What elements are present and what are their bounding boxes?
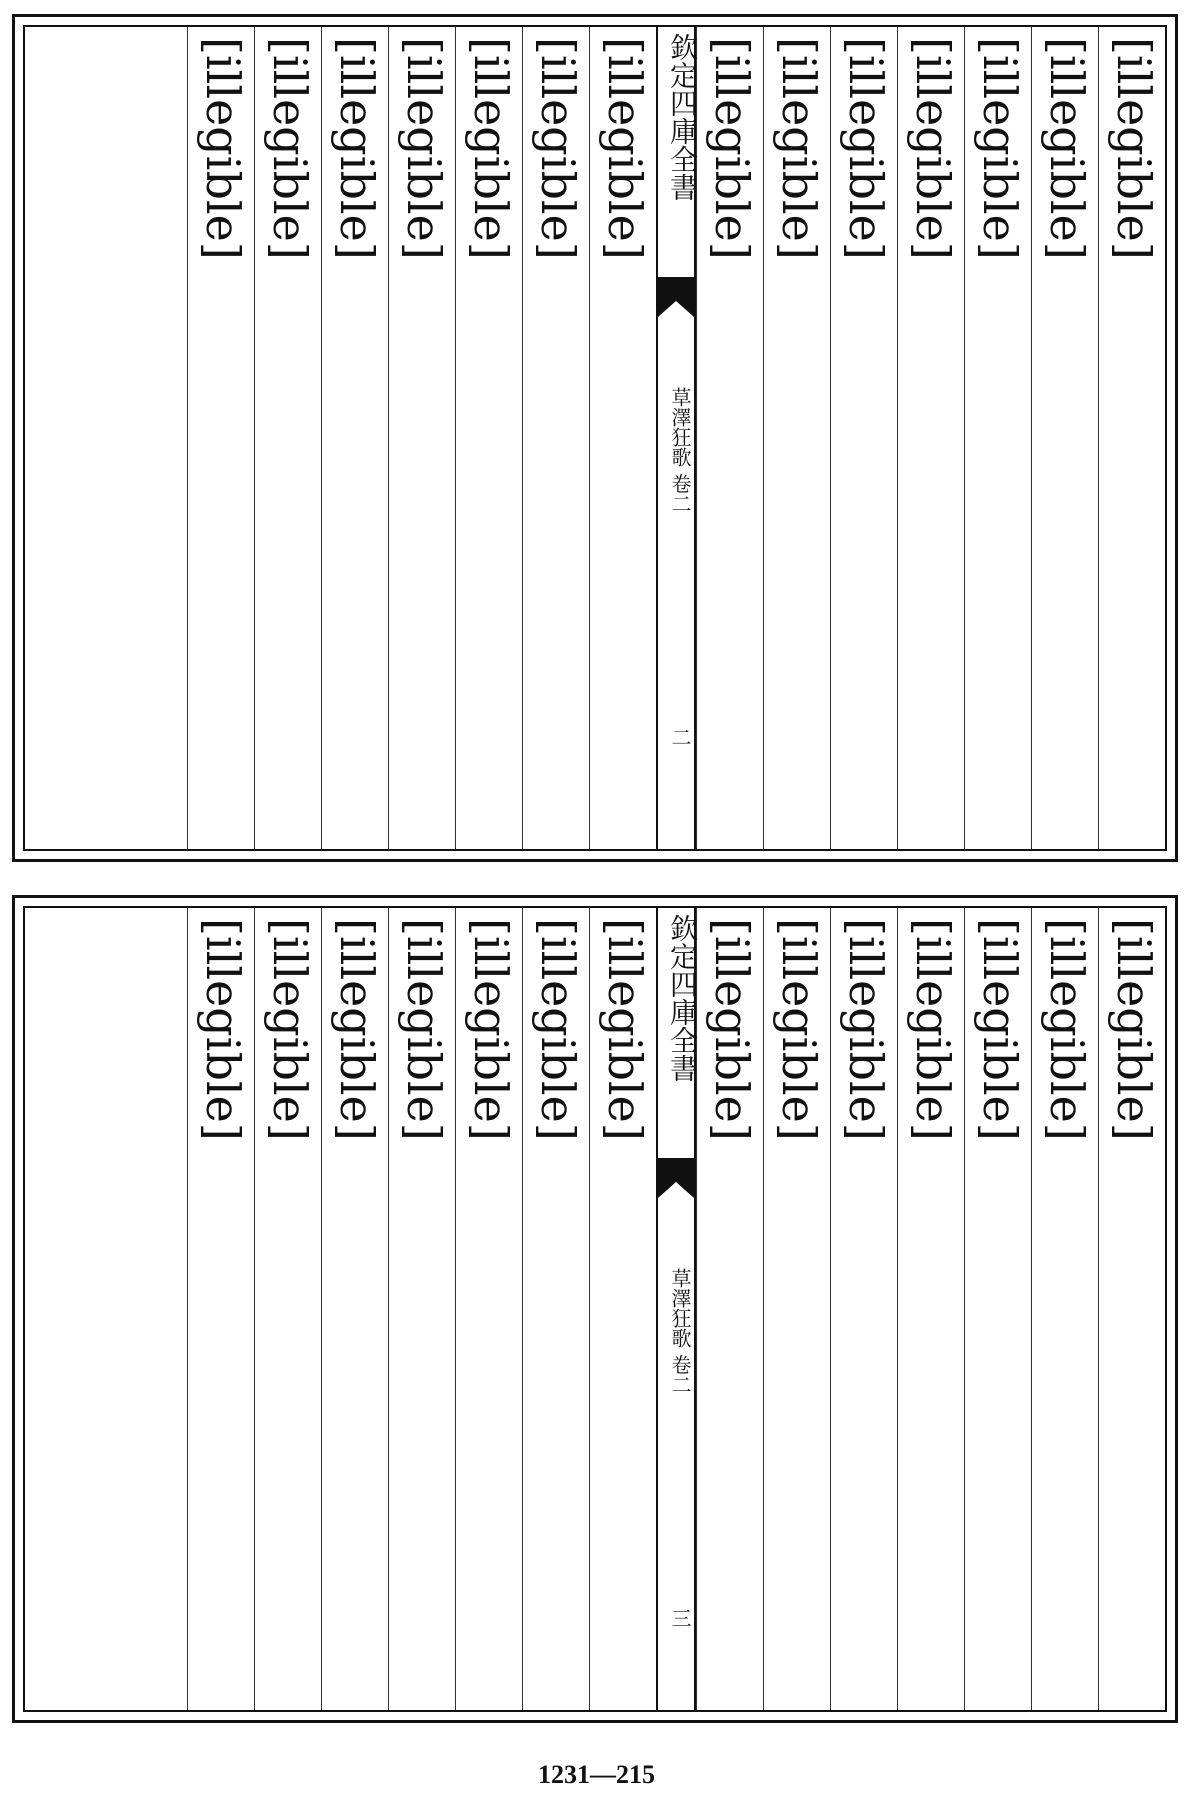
text-column: [illegible] xyxy=(187,908,254,1710)
text-column: [illegible] xyxy=(763,908,830,1710)
scan-page-number: 1231—215 xyxy=(538,1760,655,1789)
text-column: [illegible] xyxy=(1098,27,1165,849)
text-column: [illegible] xyxy=(763,27,830,849)
text-column: [illegible] xyxy=(321,908,388,1710)
text-column: [illegible] xyxy=(830,27,897,849)
text-column: [illegible] xyxy=(388,27,455,849)
text-column: [illegible] xyxy=(830,908,897,1710)
text-column: [illegible] xyxy=(964,27,1031,849)
text-column: [illegible] xyxy=(897,27,964,849)
bottom-page-frame xyxy=(23,906,1167,1712)
text-column: [illegible] xyxy=(254,27,321,849)
text-column: [illegible] xyxy=(388,908,455,1710)
text-column: [illegible] xyxy=(187,27,254,849)
bottom-page-panel xyxy=(12,895,1178,1723)
top-page-panel xyxy=(12,14,1178,862)
sheet-title: 欽定四庫全書 xyxy=(666,33,699,201)
text-column: [illegible] xyxy=(696,908,763,1710)
text-column: [illegible] xyxy=(589,27,656,849)
text-column: [illegible] xyxy=(897,908,964,1710)
text-column: [illegible] xyxy=(455,908,522,1710)
text-column: [illegible] xyxy=(522,27,589,849)
text-column: [illegible] xyxy=(1031,27,1098,849)
book-name: 草澤狂歌 卷二 xyxy=(668,1268,692,1395)
text-column: [illegible] xyxy=(321,27,388,849)
folio-number: 二 xyxy=(668,727,692,747)
text-column: [illegible] xyxy=(696,27,763,849)
folio-number: 三 xyxy=(668,1608,692,1628)
fish-tail-mark xyxy=(658,277,694,317)
center-fold xyxy=(656,27,699,849)
sheet-title: 欽定四庫全書 xyxy=(666,914,699,1082)
center-fold xyxy=(656,908,699,1710)
book-name: 草澤狂歌 卷二 xyxy=(668,387,692,514)
text-column: [illegible] xyxy=(1031,908,1098,1710)
text-column: [illegible] xyxy=(455,27,522,849)
top-page-frame xyxy=(23,25,1167,851)
fish-tail-mark xyxy=(658,1158,694,1198)
text-column: [illegible] xyxy=(254,908,321,1710)
text-column: [illegible] xyxy=(964,908,1031,1710)
text-column: [illegible] xyxy=(522,908,589,1710)
text-column: [illegible] xyxy=(589,908,656,1710)
text-column: [illegible] xyxy=(1098,908,1165,1710)
